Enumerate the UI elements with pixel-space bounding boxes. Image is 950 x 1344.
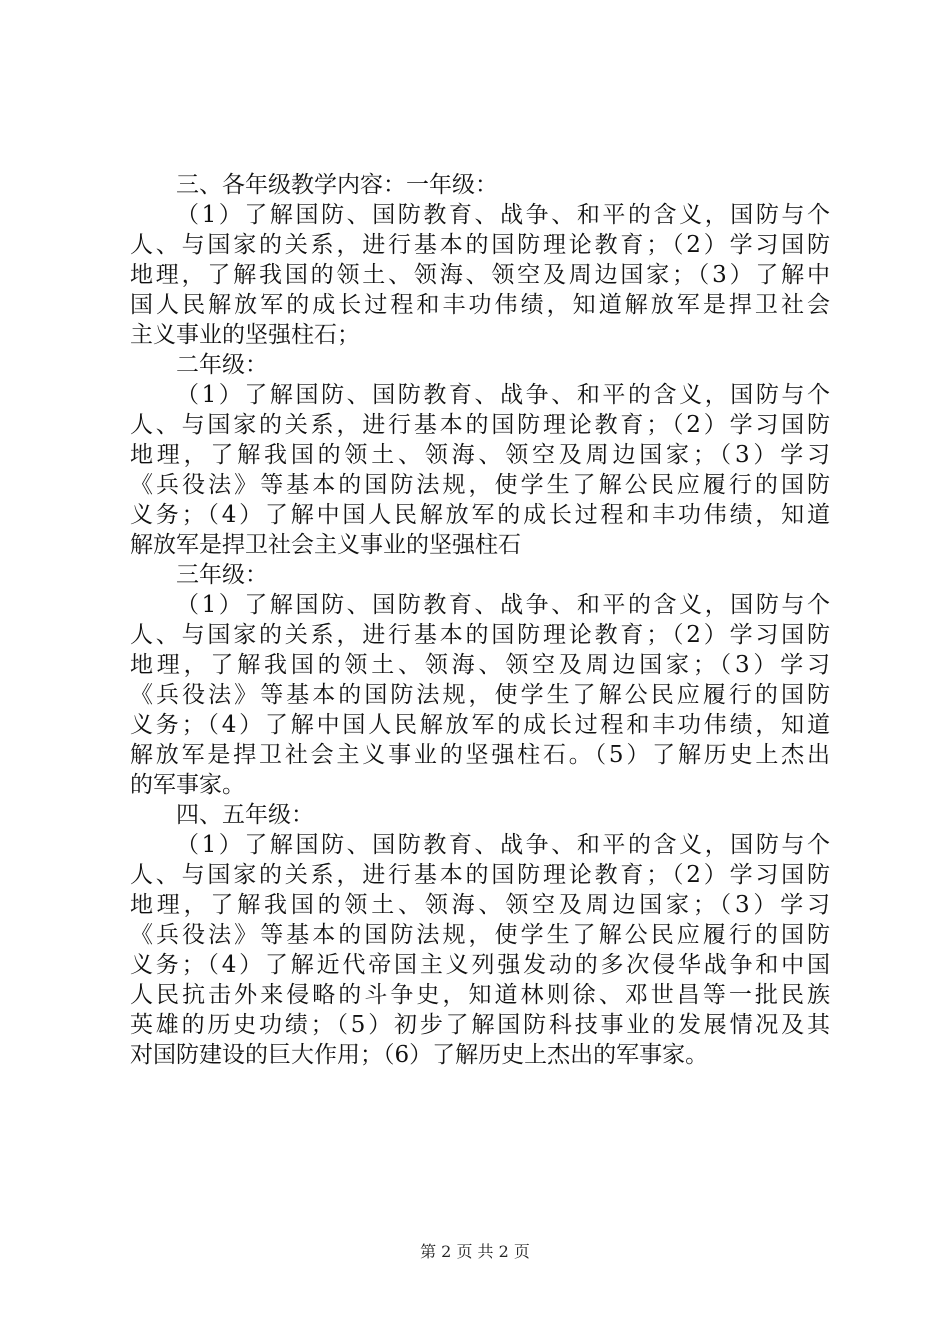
text-line: 人、与国家的关系，进行基本的国防理论教育；（2）学习国防 [130, 622, 830, 648]
text-line: （1）了解国防、国防教育、战争、和平的含义，国防与个 [176, 202, 830, 228]
text-line: 义务；（4）了解近代帝国主义列强发动的多次侵华战争和中国 [130, 952, 830, 978]
text-line: 《兵役法》等基本的国防法规，使学生了解公民应履行的国防 [130, 682, 830, 708]
text-line: 国人民解放军的成长过程和丰功伟绩，知道解放军是捍卫社会 [130, 292, 830, 318]
text-line: 义务；（4）了解中国人民解放军的成长过程和丰功伟绩，知道 [130, 712, 830, 738]
text-line: 解放军是捍卫社会主义事业的坚强柱石。（5）了解历史上杰出 [130, 742, 830, 768]
text-line: 地理，了解我国的领土、领海、领空及周边国家；（3）学习 [130, 652, 830, 678]
section-heading: 三、各年级教学内容：一年级： [176, 172, 498, 198]
text-line: 《兵役法》等基本的国防法规，使学生了解公民应履行的国防 [130, 922, 830, 948]
text-line: （1）了解国防、国防教育、战争、和平的含义，国防与个 [176, 832, 830, 858]
text-line: （1）了解国防、国防教育、战争、和平的含义，国防与个 [176, 382, 830, 408]
text-line: 人、与国家的关系，进行基本的国防理论教育；（2）学习国防 [130, 412, 830, 438]
text-line: 的军事家。 [130, 772, 245, 798]
text-line: 地理，了解我国的领土、领海、领空及周边国家；（3）学习 [130, 892, 830, 918]
text-line: 英雄的历史功绩；（5）初步了解国防科技事业的发展情况及其 [130, 1012, 830, 1038]
document-body [130, 170, 830, 1070]
text-line: 义务；（4）了解中国人民解放军的成长过程和丰功伟绩，知道 [130, 502, 830, 528]
grade-heading: 三年级： [176, 562, 268, 588]
text-line: 人、与国家的关系，进行基本的国防理论教育；（2）学习国防 [130, 232, 830, 258]
text-line: 解放军是捍卫社会主义事业的坚强柱石 [130, 532, 521, 558]
page-footer: 第 2 页 共 2 页 [420, 1242, 530, 1261]
text-line: 地理，了解我国的领土、领海、领空及周边国家；（3）了解中 [130, 262, 830, 288]
grade-heading: 二年级： [176, 352, 268, 378]
text-line: （1）了解国防、国防教育、战争、和平的含义，国防与个 [176, 592, 830, 618]
text-line: 《兵役法》等基本的国防法规，使学生了解公民应履行的国防 [130, 472, 830, 498]
text-line: 主义事业的坚强柱石； [130, 322, 360, 348]
text-line: 对国防建设的巨大作用；（6）了解历史上杰出的军事家。 [130, 1042, 709, 1068]
grade-heading: 四、五年级： [176, 802, 314, 828]
text-line: 地理，了解我国的领土、领海、领空及周边国家；（3）学习 [130, 442, 830, 468]
text-line: 人民抗击外来侵略的斗争史，知道林则徐、邓世昌等一批民族 [130, 982, 830, 1008]
text-line: 人、与国家的关系，进行基本的国防理论教育；（2）学习国防 [130, 862, 830, 888]
